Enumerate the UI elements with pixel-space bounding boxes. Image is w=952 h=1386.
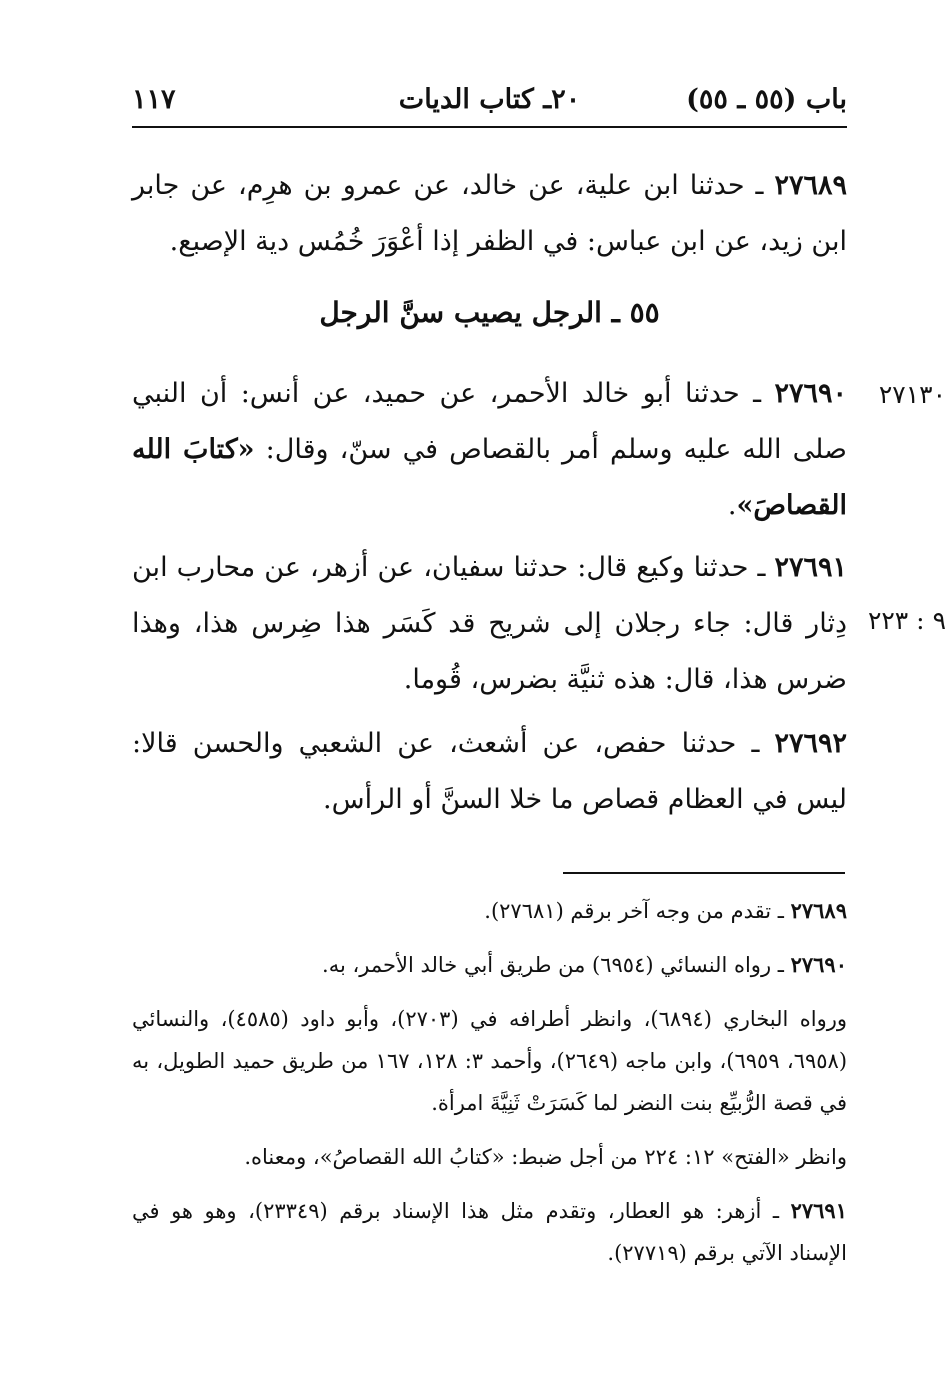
- hadith-end: .: [727, 490, 737, 521]
- chapter-reference: باب (٥٥ ـ ٥٥): [686, 84, 847, 115]
- hadith-27689: [132, 158, 847, 270]
- page-number: ١١٧: [132, 84, 176, 115]
- footnote-number: ٢٧٦٩١: [790, 1198, 847, 1223]
- footnote-rule: [563, 872, 845, 874]
- hadith-text: ـ حدثنا وكيع قال: حدثنا سفيان، عن أزهر، عن محارب ابن دِثار قال: جاء رجلان إلى شريح قد كَسَر هذا ضِرس هذا، وهذا ضرس هذا، قال: هذه ثنيَّة بضرس، قُوما.: [132, 552, 847, 695]
- hadith-quote: «كتابَ الله القصاصَ»: [132, 434, 847, 521]
- footnote-text: ـ أزهر: هو العطار، وتقدم مثل هذا الإسناد برقم (٢٣٣٤٩)، وهو هو في الإسناد الآتي برقم (٢٧٧١٩).: [132, 1199, 847, 1265]
- section-heading: ٥٥ ـ الرجل يصيب سنَّ الرجل: [319, 296, 660, 329]
- footnote-27689: [132, 890, 847, 932]
- footnote-text: ورواه البخاري (٦٨٩٤)، وانظر أطرافه في (٢٧٠٣)، وأبو داود (٤٥٨٥)، والنسائي (٦٩٥٨، ٦٩٥٩)، وابن ماجه (٢٦٤٩)، وأحمد ٣: ١٢٨، ١٦٧ من طريق حميد الطويل، به في قصة الرُّبيِّع بنت النضر لما كَسَرَتْ ثَنِيَّةَ امرأة.: [132, 1007, 848, 1115]
- running-header: [132, 80, 847, 124]
- hadith-number: ٢٧٦٩٢: [774, 728, 847, 759]
- hadith-27691: [132, 540, 847, 708]
- hadith-number: ٢٧٦٨٩: [774, 170, 847, 201]
- footnote-text: ـ رواه النسائي (٦٩٥٤) من طريق أبي خالد الأحمر، به.: [322, 953, 791, 977]
- footnote-number: ٢٧٦٨٩: [790, 898, 847, 923]
- hadith-text: ـ حدثنا حفص، عن أشعث، عن الشعبي والحسن قالا: ليس في العظام قصاص ما خلا السنَّ أو الرأس.: [132, 728, 847, 815]
- footnote-text: وانظر «الفتح» ١٢: ٢٢٤ من أجل ضبط: «كتابُ الله القصاصُ»، ومعناه.: [244, 1145, 847, 1169]
- hadith-text: ـ حدثنا أبو خالد الأحمر، عن حميد، عن أنس: أن النبي صلى الله عليه وسلم أمر بالقصاص في سنّ، وقال:: [132, 378, 847, 465]
- hadith-text: ـ حدثنا ابن علية، عن خالد، عن عمرو بن هرِم، عن جابر ابن زيد، عن ابن عباس: في الظفر إذا أعْوَرَ خُمُس دية الإصبع.: [132, 170, 847, 257]
- hadith-27692: [132, 716, 847, 828]
- hadith-number: ٢٧٦٩١: [774, 552, 847, 583]
- hadith-number: ٢٧٦٩٠: [774, 378, 847, 409]
- margin-note-volume: ٩ : ٢٢٣: [867, 606, 946, 635]
- footnote-text: ـ تقدم من وجه آخر برقم (٢٧٦٨١).: [484, 899, 791, 923]
- hadith-27690: [132, 366, 847, 534]
- footnote-27690: [132, 944, 847, 986]
- footnote-27690-fath: [132, 1136, 847, 1178]
- margin-note-ref: ٢٧١٣٠: [878, 380, 946, 409]
- header-rule: [132, 126, 847, 128]
- footnote-number: ٢٧٦٩٠: [790, 952, 847, 977]
- footnote-27690-cont: [132, 998, 847, 1124]
- footnote-27691: [132, 1190, 847, 1274]
- book-title: ٢٠ـ كتاب الديات: [398, 84, 581, 115]
